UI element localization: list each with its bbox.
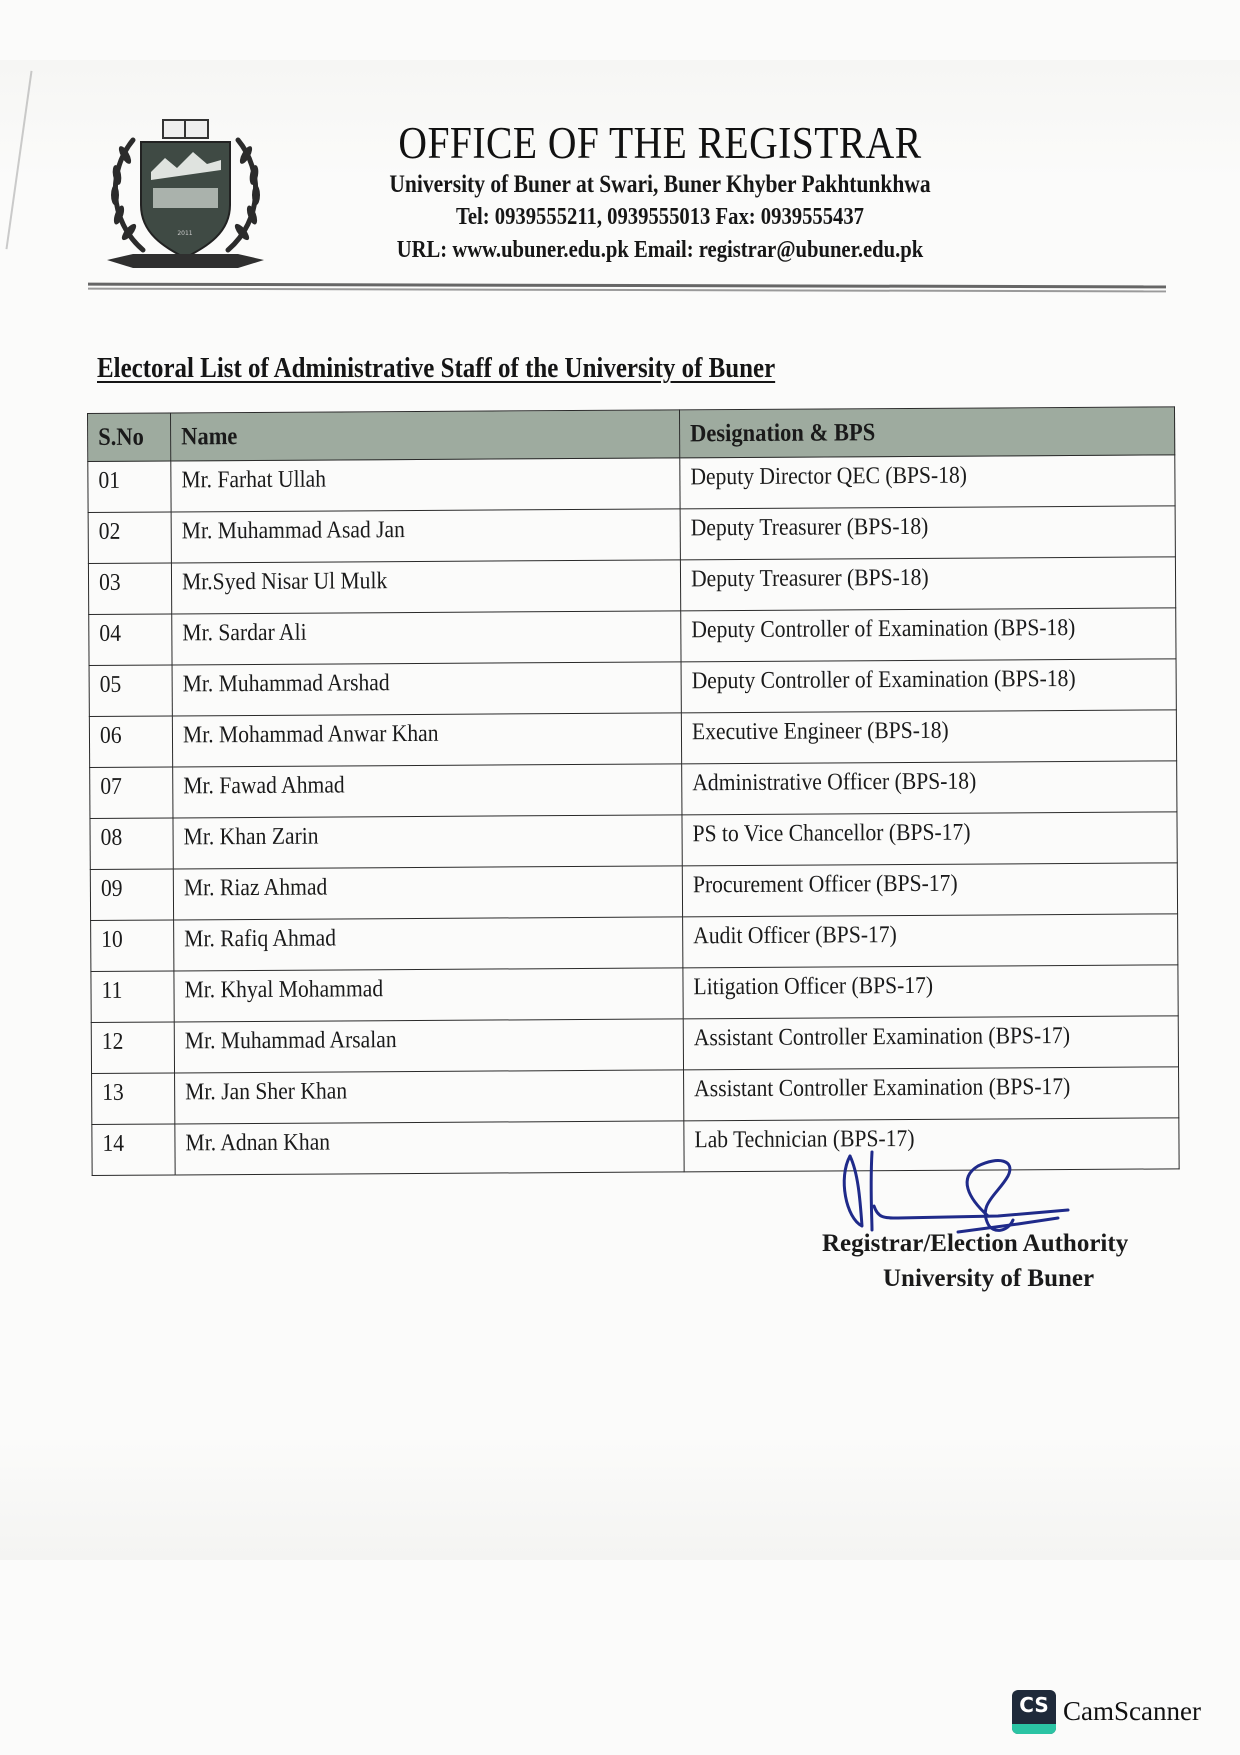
- cell-designation: Assistant Controller Examination (BPS-17): [684, 1067, 1179, 1121]
- cell-name: Mr. Khyal Mohammad: [174, 968, 683, 1022]
- table-row: [88, 455, 1175, 513]
- cell-sno: 07: [90, 767, 173, 819]
- column-header-designation: Designation & BPS: [679, 407, 1174, 458]
- cell-designation: Deputy Controller of Examination (BPS-18): [681, 608, 1176, 662]
- table-header-row: [88, 407, 1175, 462]
- cell-name: Mr. Fawad Ahmad: [173, 764, 682, 818]
- cell-name: Mr. Riaz Ahmad: [173, 866, 682, 920]
- table-row: [91, 965, 1178, 1023]
- cell-sno: 04: [89, 614, 172, 666]
- cell-name: Mr.Syed Nisar Ul Mulk: [171, 560, 680, 614]
- cell-sno: 02: [88, 512, 171, 564]
- cell-designation: Executive Engineer (BPS-18): [681, 710, 1176, 764]
- cell-sno: 01: [88, 461, 171, 513]
- cell-sno: 05: [89, 665, 172, 717]
- svg-text:2011: 2011: [177, 230, 193, 237]
- cell-name: Mr. Muhammad Arsalan: [174, 1019, 683, 1073]
- cell-sno: 10: [91, 920, 174, 972]
- contact-numbers: Tel: 0939555211, 0939555013 Fax: 0939555437: [455, 204, 865, 230]
- cell-name: Mr. Mohammad Anwar Khan: [172, 713, 681, 767]
- cell-designation: Procurement Officer (BPS-17): [682, 863, 1177, 917]
- cell-designation: Deputy Treasurer (BPS-18): [680, 557, 1175, 611]
- university-crest-icon: [103, 110, 268, 278]
- camscanner-label: CamScanner: [1063, 1696, 1201, 1726]
- table-row: [89, 659, 1176, 717]
- cell-name: Mr. Rafiq Ahmad: [174, 917, 683, 971]
- cell-designation: Deputy Director QEC (BPS-18): [680, 455, 1175, 509]
- table-row: [90, 863, 1177, 921]
- cell-designation: Lab Technician (BPS-17): [684, 1118, 1179, 1172]
- cell-designation: Administrative Officer (BPS-18): [682, 761, 1177, 815]
- cell-sno: 03: [88, 563, 171, 615]
- camscanner-logo-icon: CS: [1012, 1690, 1056, 1734]
- cell-designation: Assistant Controller Examination (BPS-17): [683, 1016, 1178, 1070]
- signatory-organization: University of Buner: [883, 1265, 1095, 1292]
- cell-name: Mr. Muhammad Arshad: [172, 662, 681, 716]
- table-row: [89, 710, 1176, 768]
- column-header-sno: S.No: [88, 413, 171, 462]
- cell-name: Mr. Farhat Ullah: [171, 458, 680, 512]
- letterhead: [300, 118, 1020, 267]
- table-row: [91, 914, 1178, 972]
- table-row: [88, 506, 1175, 564]
- cell-designation: Deputy Treasurer (BPS-18): [680, 506, 1175, 560]
- table-row: [91, 1016, 1178, 1074]
- cell-sno: 06: [89, 716, 172, 768]
- cell-name: Mr. Adnan Khan: [175, 1121, 684, 1175]
- cell-name: Mr. Jan Sher Khan: [175, 1070, 684, 1124]
- university-address: University of Buner at Swari, Buner Khyber Pakhtunkhwa: [389, 171, 931, 198]
- signatory-title: Registrar/Election Authority: [822, 1230, 1129, 1257]
- cell-sno: 14: [92, 1124, 175, 1176]
- table-row: [88, 557, 1175, 615]
- cell-name: Mr. Muhammad Asad Jan: [171, 509, 680, 563]
- table-row: [90, 761, 1177, 819]
- cell-sno: 08: [90, 818, 173, 870]
- cell-designation: Deputy Controller of Examination (BPS-18): [681, 659, 1176, 713]
- table-row: [89, 608, 1176, 666]
- cell-designation: PS to Vice Chancellor (BPS-17): [682, 812, 1177, 866]
- cell-name: Mr. Sardar Ali: [172, 611, 681, 665]
- cell-sno: 12: [91, 1022, 174, 1074]
- document-title: Electoral List of Administrative Staff of the University of Buner: [97, 352, 776, 384]
- office-title: OFFICE OF THE REGISTRAR: [398, 118, 922, 168]
- cell-name: Mr. Khan Zarin: [173, 815, 682, 869]
- cell-designation: Litigation Officer (BPS-17): [683, 965, 1178, 1019]
- electoral-list-table: [87, 406, 1180, 1176]
- cell-sno: 13: [92, 1073, 175, 1125]
- column-header-name: Name: [171, 410, 680, 461]
- table-row: [90, 812, 1177, 870]
- web-and-email: URL: www.ubuner.edu.pk Email: registrar@ubuner.edu.pk: [396, 237, 924, 263]
- cell-sno: 11: [91, 971, 174, 1023]
- table-row: [92, 1067, 1179, 1125]
- cell-sno: 09: [90, 869, 173, 921]
- cell-designation: Audit Officer (BPS-17): [683, 914, 1178, 968]
